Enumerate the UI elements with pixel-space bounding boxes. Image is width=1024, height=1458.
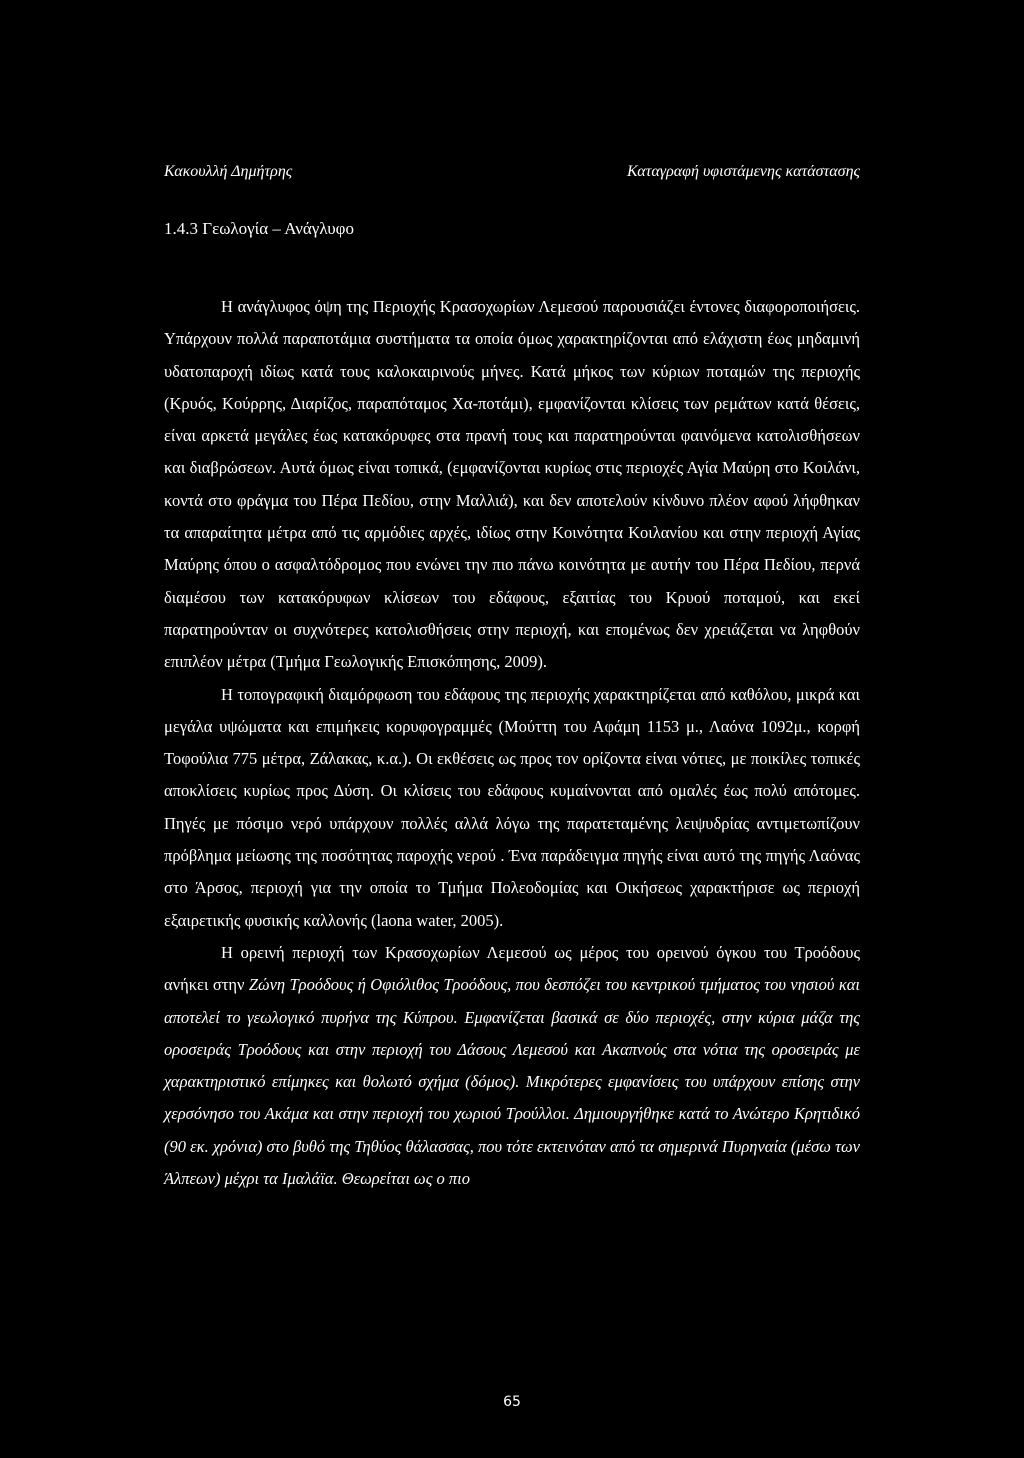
header-chapter: Καταγραφή υφιστάμενης κατάστασης [627,163,860,180]
header-author: Κακουλλή Δημήτρης [164,163,293,180]
paragraph-3 [164,937,860,1195]
running-header [164,162,860,182]
paragraph-3-intro: Η ορεινή περιοχή των Κρασοχωρίων Λεμεσού ως μέρος του ορεινού όγκου του Τροόδους ανήκει στην [164,942,860,995]
paragraph-2: Η τοπογραφική διαμόρφωση του εδάφους της περιοχής χαρακτηρίζεται από καθόλου, μικρά και μεγάλα υψώματα και επιμήκεις κορυφογραμμές (Μούττη του Αφάμη 1153 μ., Λαόνα 1092μ., κορφή Τοφούλια 775 μέτρα, Ζάλακας, κ.α.). Οι εκθέσεις ως προς τον ορίζοντα είναι νότιες, με ποικίλες τοπικές αποκλίσεις κυρίως προς Δύση. Οι κλίσεις του εδάφους κυμαίνονται από ομαλές έως πολύ απότομες. Πηγές με πόσιμο νερό υπάρχουν πολλές αλλά λόγω της παρατεταμένης λειψυδρίας αντιμετωπίζουν πρόβλημα μείωσης της ποσότητας παροχής νερού . Ένα παράδειγμα πηγής είναι αυτό της πηγής Λαόνας στο Άρσος, περιοχή για την οποία το Τμήμα Πολεοδομίας και Οικήσεως χαρακτήρισε ως περιοχή εξαιρετικής φυσικής καλλονής (laona water, 2005). [164,684,860,930]
body-text [164,291,860,1195]
page-number: 65 [503,1394,521,1410]
paragraph-1: Η ανάγλυφος όψη της Περιοχής Κρασοχωρίων Λεμεσού παρουσιάζει έντονες διαφοροποιήσεις. Υπάρχουν πολλά παραποτάμια συστήματα τα οποία όμως χαρακτηρίζονται από ελάχιστη έως μηδαμινή υδατοπαροχή ιδίως κατά τους καλοκαιρινούς μήνες. Κατά μήκος των κύριων ποταμών της περιοχής (Κρυός, Κούρρης, Διαρίζος, παραπόταμος Χα-ποτάμι), εμφανίζονται κλίσεις των ρεμάτων κατά θέσεις, είναι αρκετά μεγάλες έως κατακόρυφες στα πρανή τους και παρατηρούνται φαινόμενα κατολισθήσεων και διαβρώσεων. Αυτά όμως είναι τοπικά, (εμφανίζονται κυρίως στις περιοχές Αγία Μαύρη στο Κοιλάνι, κοντά στο φράγμα του Πέρα Πεδίου, στην Μαλλιά), και δεν αποτελούν κίνδυνο πλέον αφού λήφθηκαν τα απαραίτητα μέτρα από τις αρμόδιες αρχές, ιδίως στην Κοινότητα Κοιλανίου και στην περιοχή Αγίας Μαύρης όπου ο ασφαλτόδρομος που ενώνει την πιο πάνω κοινότητα με αυτήν του Πέρα Πεδίου, περνά διαμέσου των κατακόρυφων κλίσεων του εδάφους, εξαιτίας του Κρυού ποταμού, και εκεί παρατηρούνταν οι συχνότερες κατολισθήσεις στην περιοχή, και επομένως δεν χρειάζεται να ληφθούν επιπλέον μέτρα (Τμήμα Γεωλογικής Επισκόπησης, 2009). [164,297,860,672]
section-title: 1.4.3 Γεωλογία – Ανάγλυφο [164,219,354,238]
paragraph-3-italic: Ζώνη Τροόδους ή Οφιόλιθος Τροόδους, που δεσπόζει του κεντρικού τμήματος του νησιού και αποτελεί το γεωλογικό πυρήνα της Κύπρου. Εμφανίζεται βασικά σε δύο περιοχές, στην κύρια μάζα της οροσειράς Τροόδους και στην περιοχή του Δάσους Λεμεσού και Ακαπνούς στα νότια της οροσειράς με χαρακτηριστικό επίμηκες και θολωτό σχήμα (δόμος). Μικρότερες εμφανίσεις του υπάρχουν επίσης στην χερσόνησο του Ακάμα και στην περιοχή του χωριού Τρούλλοι. Δημιουργήθηκε κατά το Ανώτερο Κρητιδικό (90 εκ. χρόνια) στο βυθό της Τηθύος θάλασσας, που τότε εκτεινόταν από τα σημερινά Πυρηναία (μέσω των Άλπεων) μέχρι τα Ιμαλάϊα. Θεωρείται ως ο πιο [164,975,861,1189]
